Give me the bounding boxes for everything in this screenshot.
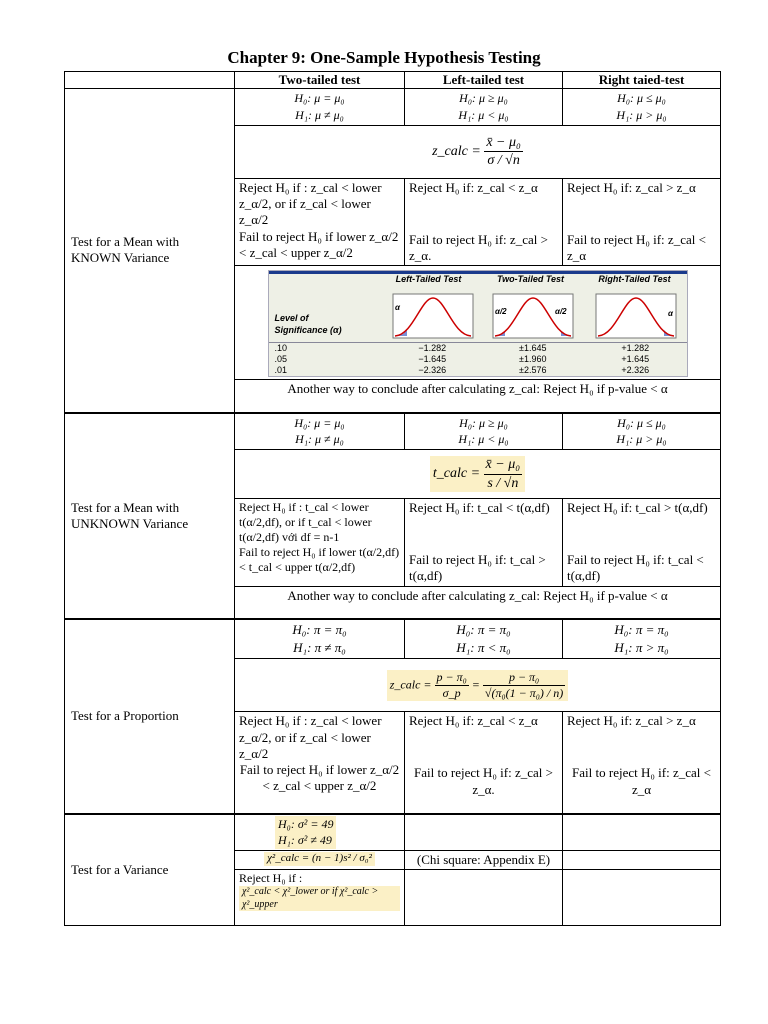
sig-left: −1.282 xyxy=(418,343,447,354)
significance-table xyxy=(268,270,688,377)
sig-two: ±1.960 xyxy=(519,354,547,365)
reject-rule: Reject H₀ if: z_cal < z_α xyxy=(409,179,538,195)
formula-fraction xyxy=(484,456,523,492)
sig-two: ±2.576 xyxy=(519,365,547,376)
unknown-hyp-row xyxy=(65,413,721,450)
sig-header-left: Left-Tailed Test xyxy=(395,274,462,285)
h1: H₁: σ² ≠ 49 xyxy=(278,833,332,848)
sig-alpha: .05 xyxy=(274,354,288,365)
known-left-decision xyxy=(405,178,563,266)
sig-row xyxy=(269,343,687,354)
sig-right: +1.282 xyxy=(621,343,650,354)
reject-rule: Reject H₀ if : z_cal < lower z_α/2, or if z_cal < lower z_α/2 xyxy=(239,179,382,228)
h0: H₀: μ = μ₀ xyxy=(294,415,345,430)
prop-left-decision xyxy=(405,712,563,814)
fail-rule: Fail to reject H₀ if: t_cal > t(α,df) xyxy=(409,552,546,584)
h1: H₁: μ > μ₀ xyxy=(616,432,667,447)
formula-highlight xyxy=(430,456,525,492)
h1: H₁: μ < μ₀ xyxy=(458,432,509,447)
sig-alpha: .01 xyxy=(274,365,288,376)
two-tailed-curve-icon xyxy=(481,290,584,342)
var-formula-text: χ²_calc = (n − 1)s² / σ₀² xyxy=(264,852,375,866)
unknown-label xyxy=(65,413,235,619)
h0: H₀: μ ≥ μ₀ xyxy=(459,91,508,106)
known-two-decision xyxy=(235,178,405,266)
sig-left: −1.645 xyxy=(418,354,447,365)
var-formula xyxy=(235,851,405,870)
sig-row xyxy=(269,365,687,376)
known-formula xyxy=(235,125,721,178)
known-label-line1: Test for a Mean with xyxy=(71,234,180,250)
h1: H₁: π > π₀ xyxy=(614,640,669,656)
formula-numerator: x̄ − μ₀ xyxy=(484,134,523,153)
formula-lhs: z_calc = xyxy=(389,677,432,692)
unknown-two-decision xyxy=(235,499,405,587)
unknown-hyp-left xyxy=(405,413,563,450)
fail-rule: Fail to reject H₀ if: z_cal > z_α. xyxy=(409,231,548,264)
var-blank-right xyxy=(563,814,721,851)
formula-denominator: s / √n xyxy=(487,475,519,491)
unknown-hyp-two xyxy=(235,413,405,450)
prop-formula xyxy=(235,659,721,712)
reject-rule: Reject H₀ if: z_cal > z_α xyxy=(567,179,696,195)
prop-two-decision xyxy=(235,712,405,814)
known-hyp-right xyxy=(563,89,721,126)
sig-header-blank xyxy=(269,274,379,290)
prop-hyp-right xyxy=(563,619,721,659)
h0: H₀: π = π₀ xyxy=(614,621,669,637)
sig-curves xyxy=(269,290,687,342)
formula-fraction-rhs xyxy=(483,670,565,701)
known-pvalue-note: Another way to conclude after calculating z_cal: Reject H₀ if p-value < α xyxy=(235,380,721,413)
sig-alpha: .10 xyxy=(274,343,288,354)
prop-right-decision xyxy=(563,712,721,814)
alpha-label: α xyxy=(394,303,400,313)
known-sig-cell xyxy=(235,266,721,380)
unknown-pvalue-note: Another way to conclude after calculating z_cal: Reject H₀ if p-value < α xyxy=(235,586,721,619)
fail-rule: Fail to reject H₀ if: t_cal < t(α,df) xyxy=(567,552,704,584)
formula-denominator: σ / √n xyxy=(487,153,520,169)
formula-fraction xyxy=(484,134,523,170)
sig-right: +1.645 xyxy=(621,354,650,365)
sig-right: +2.326 xyxy=(621,365,650,376)
unknown-label-line1: Test for a Mean with xyxy=(71,499,180,515)
reject-rule: χ²_calc < χ²_lower or if χ²_calc > χ²_upper xyxy=(239,886,400,911)
fail-rule: Fail to reject H₀ if lower z_α/2 < z_cal < upper z_α/2 xyxy=(239,762,400,794)
sig-label xyxy=(269,290,383,342)
sig-row xyxy=(269,354,687,365)
unknown-left-decision xyxy=(405,499,563,587)
reject-rule: Reject H₀ if: z_cal > z_α xyxy=(567,713,696,729)
half-alpha-right-label: α/2 xyxy=(555,307,568,317)
reject-rule: Reject H₀ if: t_cal > t(α,df) xyxy=(567,500,708,516)
h1: H₁: μ ≠ μ₀ xyxy=(295,108,344,123)
sig-label-line2: Significance (α) xyxy=(274,325,342,336)
formula-mid-numerator: p − π₀ xyxy=(436,669,467,684)
prop-hyp-two xyxy=(235,619,405,659)
formula-rhs-denominator: √(π₀(1 − π₀) / n) xyxy=(484,685,564,700)
fail-rule: Fail to reject H₀ if lower z_α/2 < z_cal < upper z_α/2 xyxy=(239,228,399,260)
h0: H₀: μ ≥ μ₀ xyxy=(459,415,508,430)
prop-hyp-left xyxy=(405,619,563,659)
unknown-hyp-right xyxy=(563,413,721,450)
half-alpha-left-label: α/2 xyxy=(495,307,508,317)
known-hyp-row xyxy=(65,89,721,126)
var-decision xyxy=(235,870,405,926)
h0: H₀: π = π₀ xyxy=(456,621,511,637)
unknown-label-line2: UNKNOWN Variance xyxy=(71,515,189,531)
page-title: Chapter 9: One-Sample Hypothesis Testing xyxy=(227,48,541,67)
var-hyp-highlight xyxy=(275,816,336,850)
known-label xyxy=(65,89,235,413)
h0: H₀: π = π₀ xyxy=(292,621,347,637)
sig-two: ±1.645 xyxy=(519,343,547,354)
h1: H₁: π < π₀ xyxy=(456,640,511,656)
known-hyp-left xyxy=(405,89,563,126)
reject-rule: Reject H₀ if : t_cal < lower t(α/2,df), or if t_cal < lower t(α/2,df) với df = n-1 xyxy=(239,500,372,545)
h0: H₀: μ ≤ μ₀ xyxy=(617,415,666,430)
sig-left: −2.326 xyxy=(418,365,447,376)
formula-numerator: x̄ − μ₀ xyxy=(484,456,523,475)
reject-rule: Reject H₀ if : z_cal < lower z_α/2, or if z_cal < lower z_α/2 xyxy=(239,713,382,761)
formula-highlight: z_calc = $\frac{\text{p − π₀}}{\sigma\_p}$ = $\frac{\text{p − π₀}}{\text{√(π₀(1 − π₀) / n)}}$ xyxy=(387,670,569,701)
reject-rule: Reject H₀ if: t_cal < t(α,df) xyxy=(409,500,550,516)
reject-rule: Reject H₀ if: z_cal < z_α xyxy=(409,713,538,729)
known-hyp-two xyxy=(235,89,405,126)
h1: H₁: μ > μ₀ xyxy=(616,108,667,123)
h1: H₁: μ < μ₀ xyxy=(458,108,509,123)
header-left-tailed: Left-tailed test xyxy=(405,72,563,89)
h0: H₀: σ² = 49 xyxy=(278,816,334,831)
header-row xyxy=(65,72,721,89)
left-tailed-curve-icon xyxy=(383,290,482,342)
h1: H₁: μ ≠ μ₀ xyxy=(295,432,344,447)
var-blank-left xyxy=(405,814,563,851)
formula-rhs-numerator: p − π₀ xyxy=(483,670,565,686)
var-blank-left2 xyxy=(405,870,563,926)
header-right-tailed: Right taied-test xyxy=(563,72,721,89)
sig-label-line1: Level of xyxy=(274,313,309,324)
sig-header-right: Right-Tailed Test xyxy=(598,274,671,285)
prop-label: Test for a Proportion xyxy=(65,619,235,814)
header-blank xyxy=(65,72,235,89)
fail-rule: Fail to reject H₀ if lower t(α/2,df) < t_cal < upper t(α/2,df) xyxy=(239,545,400,575)
header-two-tailed: Two-tailed test xyxy=(235,72,405,89)
h0: H₀: μ ≤ μ₀ xyxy=(617,91,666,106)
var-hyp-row xyxy=(65,814,721,851)
fail-rule: Fail to reject H₀ if: z_cal < z_α xyxy=(567,231,706,264)
var-label: Test for a Variance xyxy=(65,814,235,926)
fail-rule: Fail to reject H₀ if: z_cal > z_α. xyxy=(414,765,553,797)
alpha-label: α xyxy=(667,309,673,319)
known-label-line2: KNOWN Variance xyxy=(71,250,170,266)
formula-lhs: z_calc = xyxy=(432,144,481,160)
formula-lhs: t_calc = xyxy=(432,466,481,482)
prop-hyp-row xyxy=(65,619,721,659)
hypothesis-table xyxy=(64,71,721,926)
sig-header xyxy=(269,271,687,290)
fail-rule: Fail to reject H₀ if: z_cal < z_α xyxy=(572,765,711,797)
right-tailed-curve-icon xyxy=(584,290,687,342)
sig-rows xyxy=(269,342,687,376)
formula-fraction-mid xyxy=(435,670,469,701)
var-blank-right2 xyxy=(563,870,721,926)
unknown-right-decision xyxy=(563,499,721,587)
formula-mid-denominator: σ_p xyxy=(442,685,461,700)
h1: H₁: π ≠ π₀ xyxy=(293,640,346,656)
unknown-formula xyxy=(235,450,721,499)
var-chi-note: (Chi square: Appendix E) xyxy=(405,851,563,870)
known-right-decision xyxy=(563,178,721,266)
sig-header-two: Two-Tailed Test xyxy=(496,274,564,285)
var-hyp xyxy=(235,814,405,851)
var-blank xyxy=(563,851,721,870)
reject-rule-head: Reject H₀ if : xyxy=(239,871,303,886)
h0: H₀: μ = μ₀ xyxy=(294,91,345,106)
